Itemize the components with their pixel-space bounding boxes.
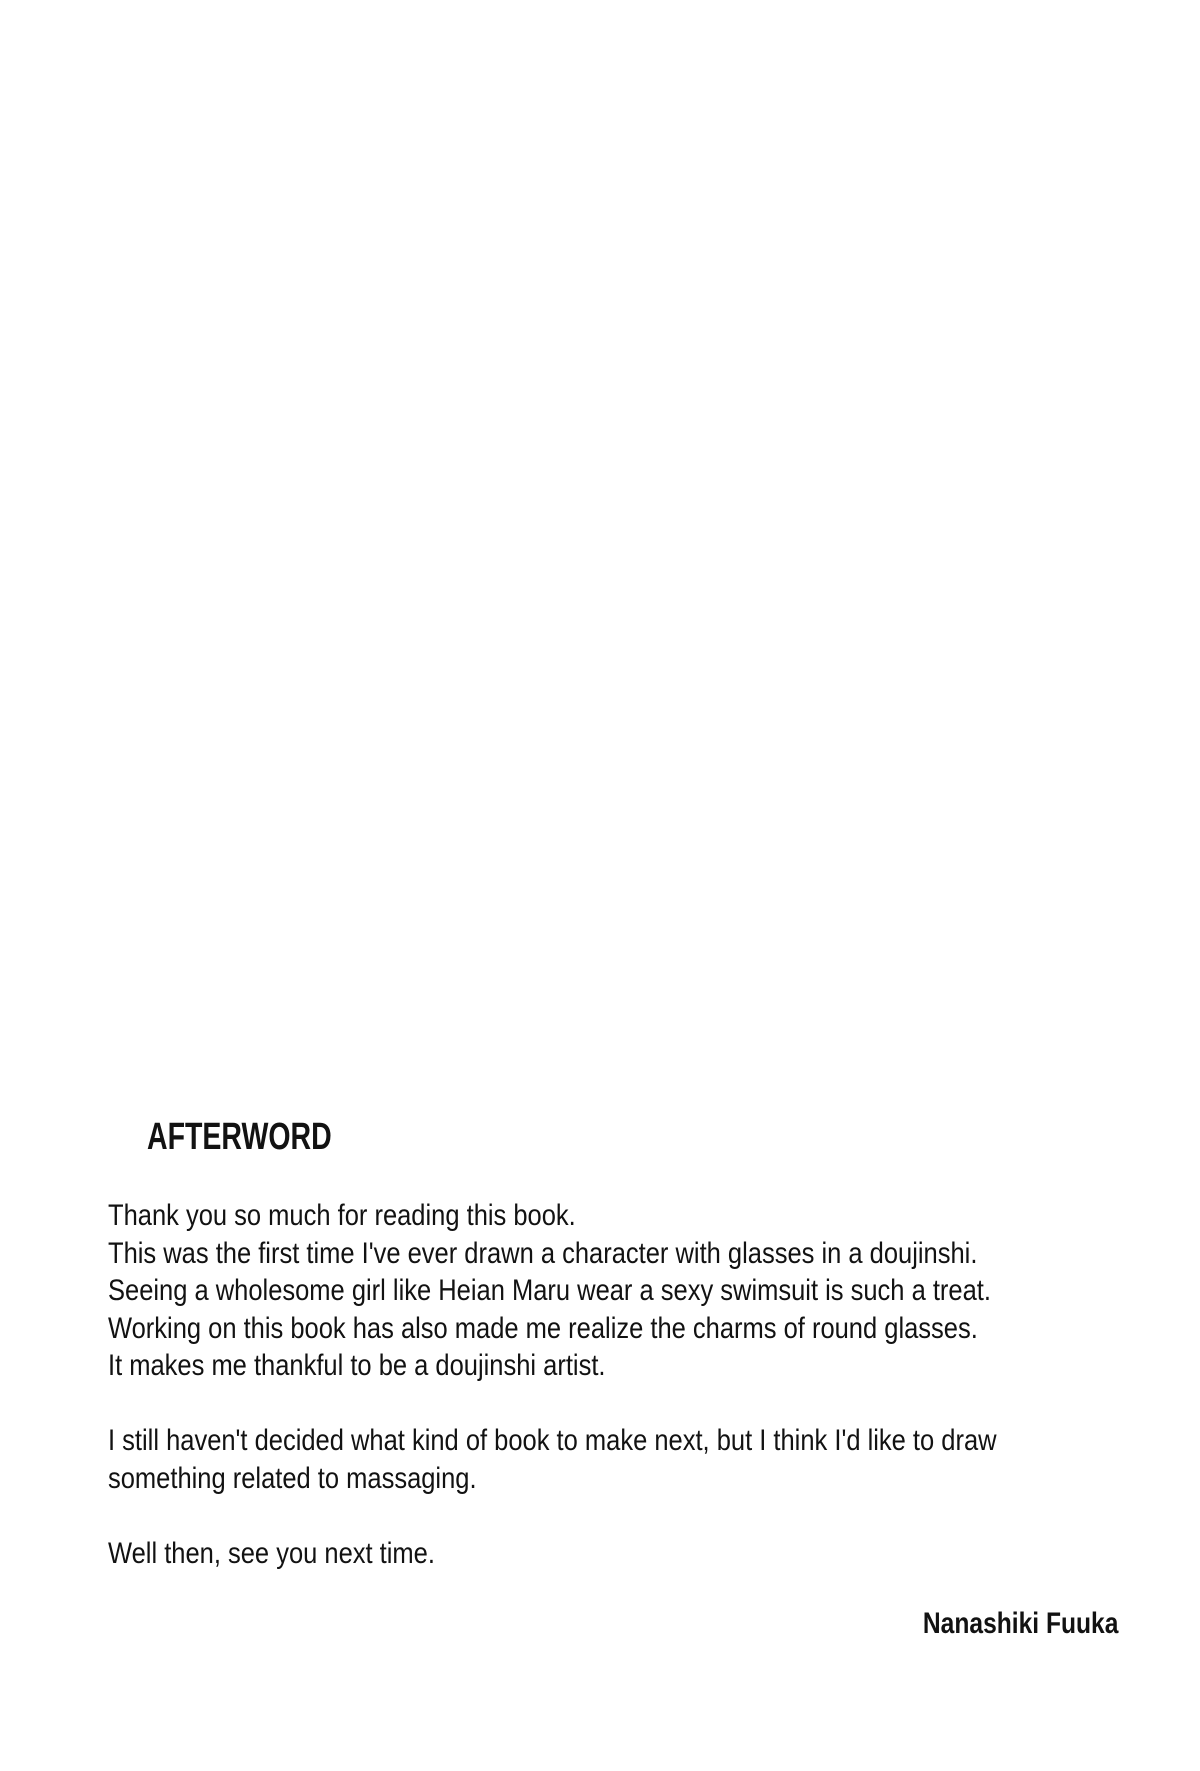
afterword-line: This was the first time I've ever drawn a character with glasses in a doujinshi. xyxy=(108,1236,978,1270)
afterword-line: Working on this book has also made me realize the charms of round glasses. xyxy=(108,1311,978,1345)
afterword-paragraph-2 xyxy=(108,1422,1118,1497)
afterword-line: Thank you so much for reading this book. xyxy=(108,1199,576,1232)
author-signature: Nanashiki Fuuka xyxy=(922,1607,1118,1640)
afterword-paragraph-1 xyxy=(108,1197,1118,1385)
afterword-paragraph-3 xyxy=(108,1535,1118,1573)
afterword-body xyxy=(108,1197,1118,1572)
afterword-heading: AFTERWORD xyxy=(147,1116,332,1158)
afterword-line: Seeing a wholesome girl like Heian Maru wear a sexy swimsuit is such a treat. xyxy=(108,1274,991,1307)
afterword-line: something related to massaging. xyxy=(108,1461,477,1495)
afterword-line: I still haven't decided what kind of book to make next, but I think I'd like to draw xyxy=(108,1424,997,1457)
afterword-line: Well then, see you next time. xyxy=(108,1536,435,1570)
afterword-line: It makes me thankful to be a doujinshi artist. xyxy=(108,1349,606,1382)
